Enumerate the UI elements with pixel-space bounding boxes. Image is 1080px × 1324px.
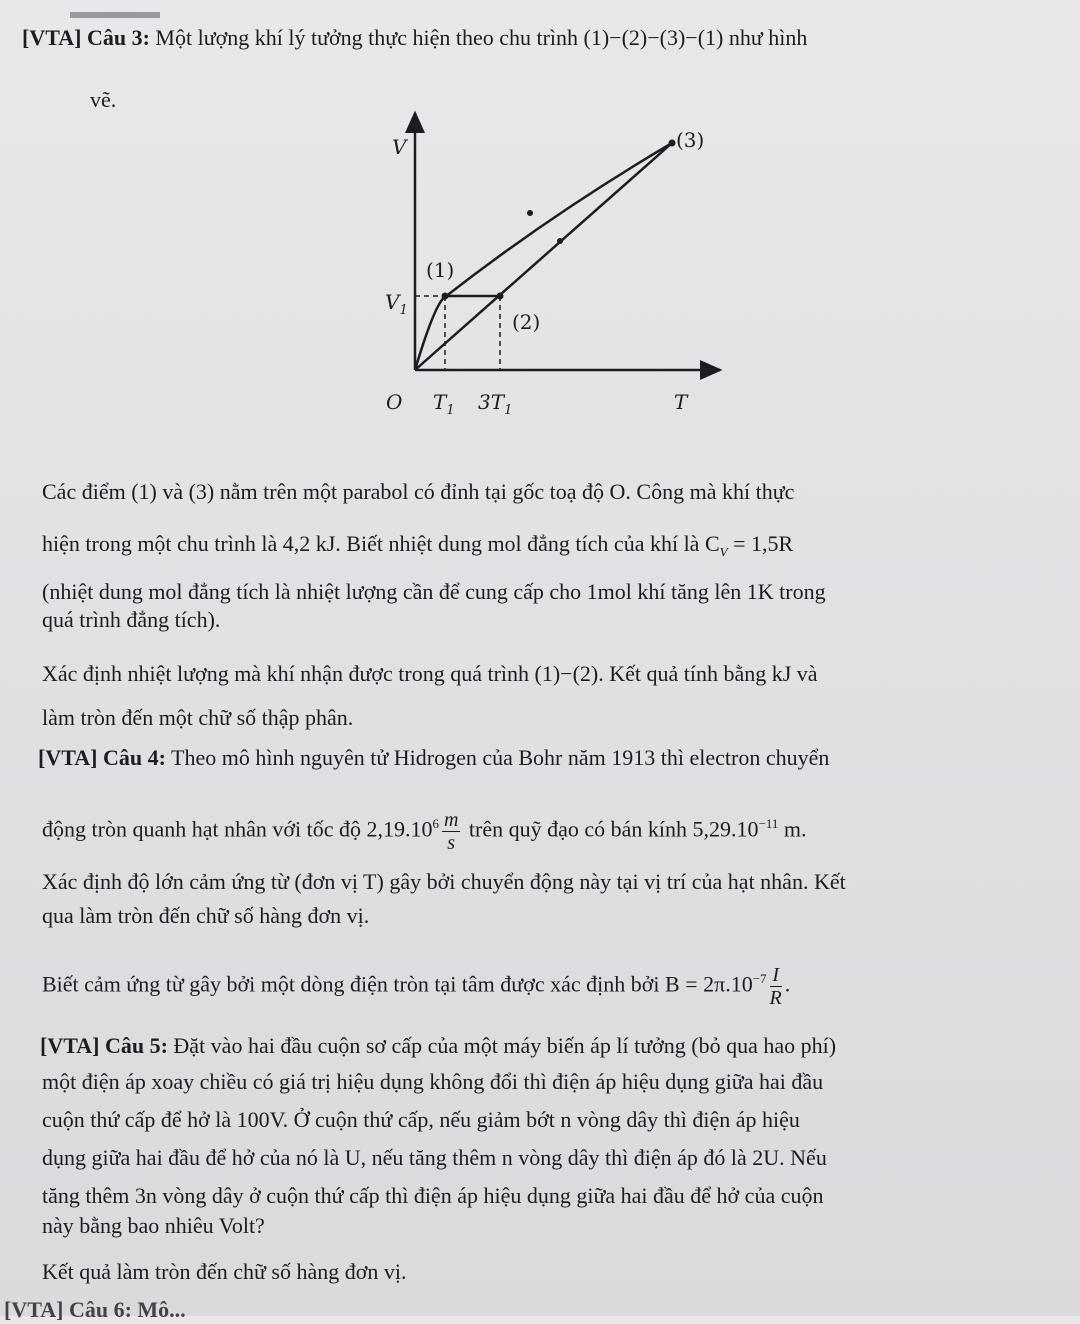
- q5-line6: này bằng bao nhiêu Volt?: [42, 1213, 265, 1238]
- q3-text1: Một lượng khí lý tưởng thực hiện theo chu trình (1)−(2)−(3)−(1) như hình: [155, 25, 808, 50]
- q4-tag: [VTA]: [38, 745, 98, 770]
- field-fraction: $\frac{I}{R}$: [769, 963, 782, 1009]
- q3-body-1: Các điểm (1) và (3) nằm trên một parabol có đỉnh tại gốc toạ độ O. Công mà khí thực: [42, 479, 795, 504]
- q3-label: Câu 3:: [86, 25, 150, 50]
- curve-dot-b: [557, 238, 563, 244]
- q5-line5: tăng thêm 3n vòng dây ở cuộn thứ cấp thì điện áp hiệu dụng giữa hai đầu để hở của cuộn: [42, 1183, 824, 1208]
- q3-body-2: hiện trong một chu trình là 4,2 kJ. Biết nhiệt dung mol đẳng tích của khí là $C_V = 1,5R$: [42, 531, 794, 560]
- q5-line4: dụng giữa hai đầu để hở của nó là U, nếu tăng thêm n vòng dây thì điện áp đó là 2U. Nếu: [42, 1145, 827, 1170]
- graph-t-label: T: [674, 390, 688, 414]
- q5-line7: Kết quả làm tròn đến chữ số hàng đơn vị.: [42, 1259, 407, 1284]
- q4-line5: Biết cảm ứng từ gây bởi một dòng điện tròn tại tâm được xác định bởi $B = 2\pi.10^{-7}$ $\frac{I}{R}$ .: [42, 963, 791, 1009]
- graph-3t1-label: $3T_1$: [478, 390, 513, 418]
- q4-line2: động tròn quanh hạt nhân với tốc độ 2,19.10$^6$ $\frac{m}{s}$ trên quỹ đạo có bán kính $5,29.10^{-11}$ m.: [42, 808, 807, 854]
- q4-line1: [38, 744, 829, 772]
- scan-mark: [70, 12, 160, 18]
- point-2: [497, 293, 504, 300]
- point-3: [669, 140, 676, 147]
- q5-tag: [VTA]: [40, 1033, 100, 1058]
- q3-tag: [VTA]: [22, 25, 82, 50]
- q5-line2: một điện áp xoay chiều có giá trị hiệu dụng không đổi thì điện áp hiệu dụng giữa hai đầu: [42, 1069, 824, 1094]
- q3-line2: vẽ.: [90, 87, 117, 112]
- graph-v-label: V: [392, 135, 407, 159]
- graph-p3-label: (3): [676, 128, 705, 152]
- q5-label: Câu 5:: [104, 1033, 168, 1058]
- graph-v1-label: $V_1$: [385, 290, 408, 318]
- q5-line1: [40, 1032, 836, 1060]
- graph-p2-label: (2): [512, 310, 541, 334]
- q5-line3: cuộn thứ cấp để hở là 100V. Ở cuộn thứ cấp, nếu giảm bớt n vòng dây thì điện áp hiệu: [42, 1107, 800, 1132]
- q6-partial: [VTA] Câu 6: Mô...: [4, 1297, 186, 1322]
- q4-label: Câu 4:: [102, 745, 166, 770]
- isobaric-line: [415, 143, 672, 370]
- graph-t1-label: $T_1$: [433, 390, 455, 418]
- q4-line3: Xác định độ lớn cảm ứng từ (đơn vị T) gây bởi chuyển động này tại vị trí của hạt nhân. Kết: [42, 869, 846, 894]
- q4-text1: Theo mô hình nguyên tử Hidrogen của Bohr năm 1913 thì electron chuyển: [171, 745, 830, 770]
- graph-origin-label: O: [386, 390, 403, 414]
- q4-line4: qua làm tròn đến chữ số hàng đơn vị.: [42, 903, 370, 928]
- q5-text1: Đặt vào hai đầu cuộn sơ cấp của một máy biến áp lí tưởng (bỏ qua hao phí): [173, 1033, 837, 1058]
- q3-body-6: làm tròn đến một chữ số thập phân.: [42, 705, 354, 730]
- q3-body-4: quá trình đẳng tích).: [42, 607, 221, 632]
- point-1: [442, 293, 449, 300]
- graph-p1-label: (1): [426, 258, 455, 282]
- q3-body-5: Xác định nhiệt lượng mà khí nhận được trong quá trình (1)−(2). Kết quả tính bằng kJ và: [42, 661, 818, 686]
- q3-body-3: (nhiệt dung mol đẳng tích là nhiệt lượng cần để cung cấp cho 1mol khí tăng lên 1K trong: [42, 579, 826, 604]
- q3-line1: [22, 24, 807, 52]
- curve-dot-a: [527, 210, 533, 216]
- speed-unit-fraction: $\frac{m}{s}$: [443, 808, 459, 854]
